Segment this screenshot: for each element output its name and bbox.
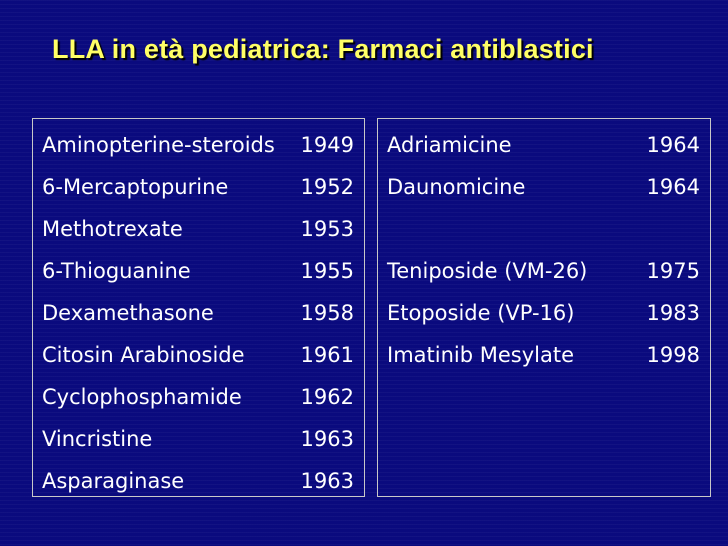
drug-year: 1955: [300, 259, 354, 283]
drug-name: Asparaginase: [42, 469, 185, 493]
drug-year: 1964: [646, 133, 700, 157]
table-row: [33, 418, 364, 460]
drug-year: 1961: [300, 343, 354, 367]
drug-name: Cyclophosphamide: [42, 385, 242, 409]
drug-year: 1998: [646, 343, 700, 367]
table-row: [33, 376, 364, 418]
drug-name: Dexamethasone: [42, 301, 214, 325]
drug-name: Methotrexate: [42, 217, 183, 241]
right-drug-table: [377, 118, 711, 497]
drug-year: 1949: [300, 133, 354, 157]
drug-name: Citosin Arabinoside: [42, 343, 245, 367]
drug-name: 6-Mercaptopurine: [42, 175, 229, 199]
left-drug-table: [32, 118, 365, 497]
table-row: [378, 250, 710, 292]
table-row: [378, 292, 710, 334]
drug-year: 1983: [646, 301, 700, 325]
drug-name: 6-Thioguanine: [42, 259, 191, 283]
drug-name: Imatinib Mesylate: [387, 343, 575, 367]
table-row-empty: [378, 208, 710, 250]
table-row: [33, 460, 364, 502]
table-row: [33, 292, 364, 334]
drug-year: 1975: [646, 259, 700, 283]
table-row: [33, 166, 364, 208]
drug-year: 1964: [646, 175, 700, 199]
table-row: [33, 334, 364, 376]
table-row: [378, 166, 710, 208]
drug-name: Aminopterine-steroids: [42, 133, 275, 157]
table-row: [33, 124, 364, 166]
drug-year: 1963: [300, 427, 354, 451]
drug-name: Etoposide (VP-16): [387, 301, 575, 325]
drug-name: Daunomicine: [387, 175, 526, 199]
table-row: [378, 334, 710, 376]
drug-name: Teniposide (VM-26): [387, 259, 588, 283]
drug-year: 1958: [300, 301, 354, 325]
drug-year: 1952: [300, 175, 354, 199]
slide-title: LLA in età pediatrica: Farmaci antiblastici: [52, 34, 594, 64]
table-row: [33, 208, 364, 250]
table-row: [378, 124, 710, 166]
drug-name: Vincristine: [42, 427, 153, 451]
table-row: [33, 250, 364, 292]
drug-name: Adriamicine: [387, 133, 512, 157]
drug-year: 1953: [300, 217, 354, 241]
drug-year: 1963: [300, 469, 354, 493]
drug-year: 1962: [300, 385, 354, 409]
